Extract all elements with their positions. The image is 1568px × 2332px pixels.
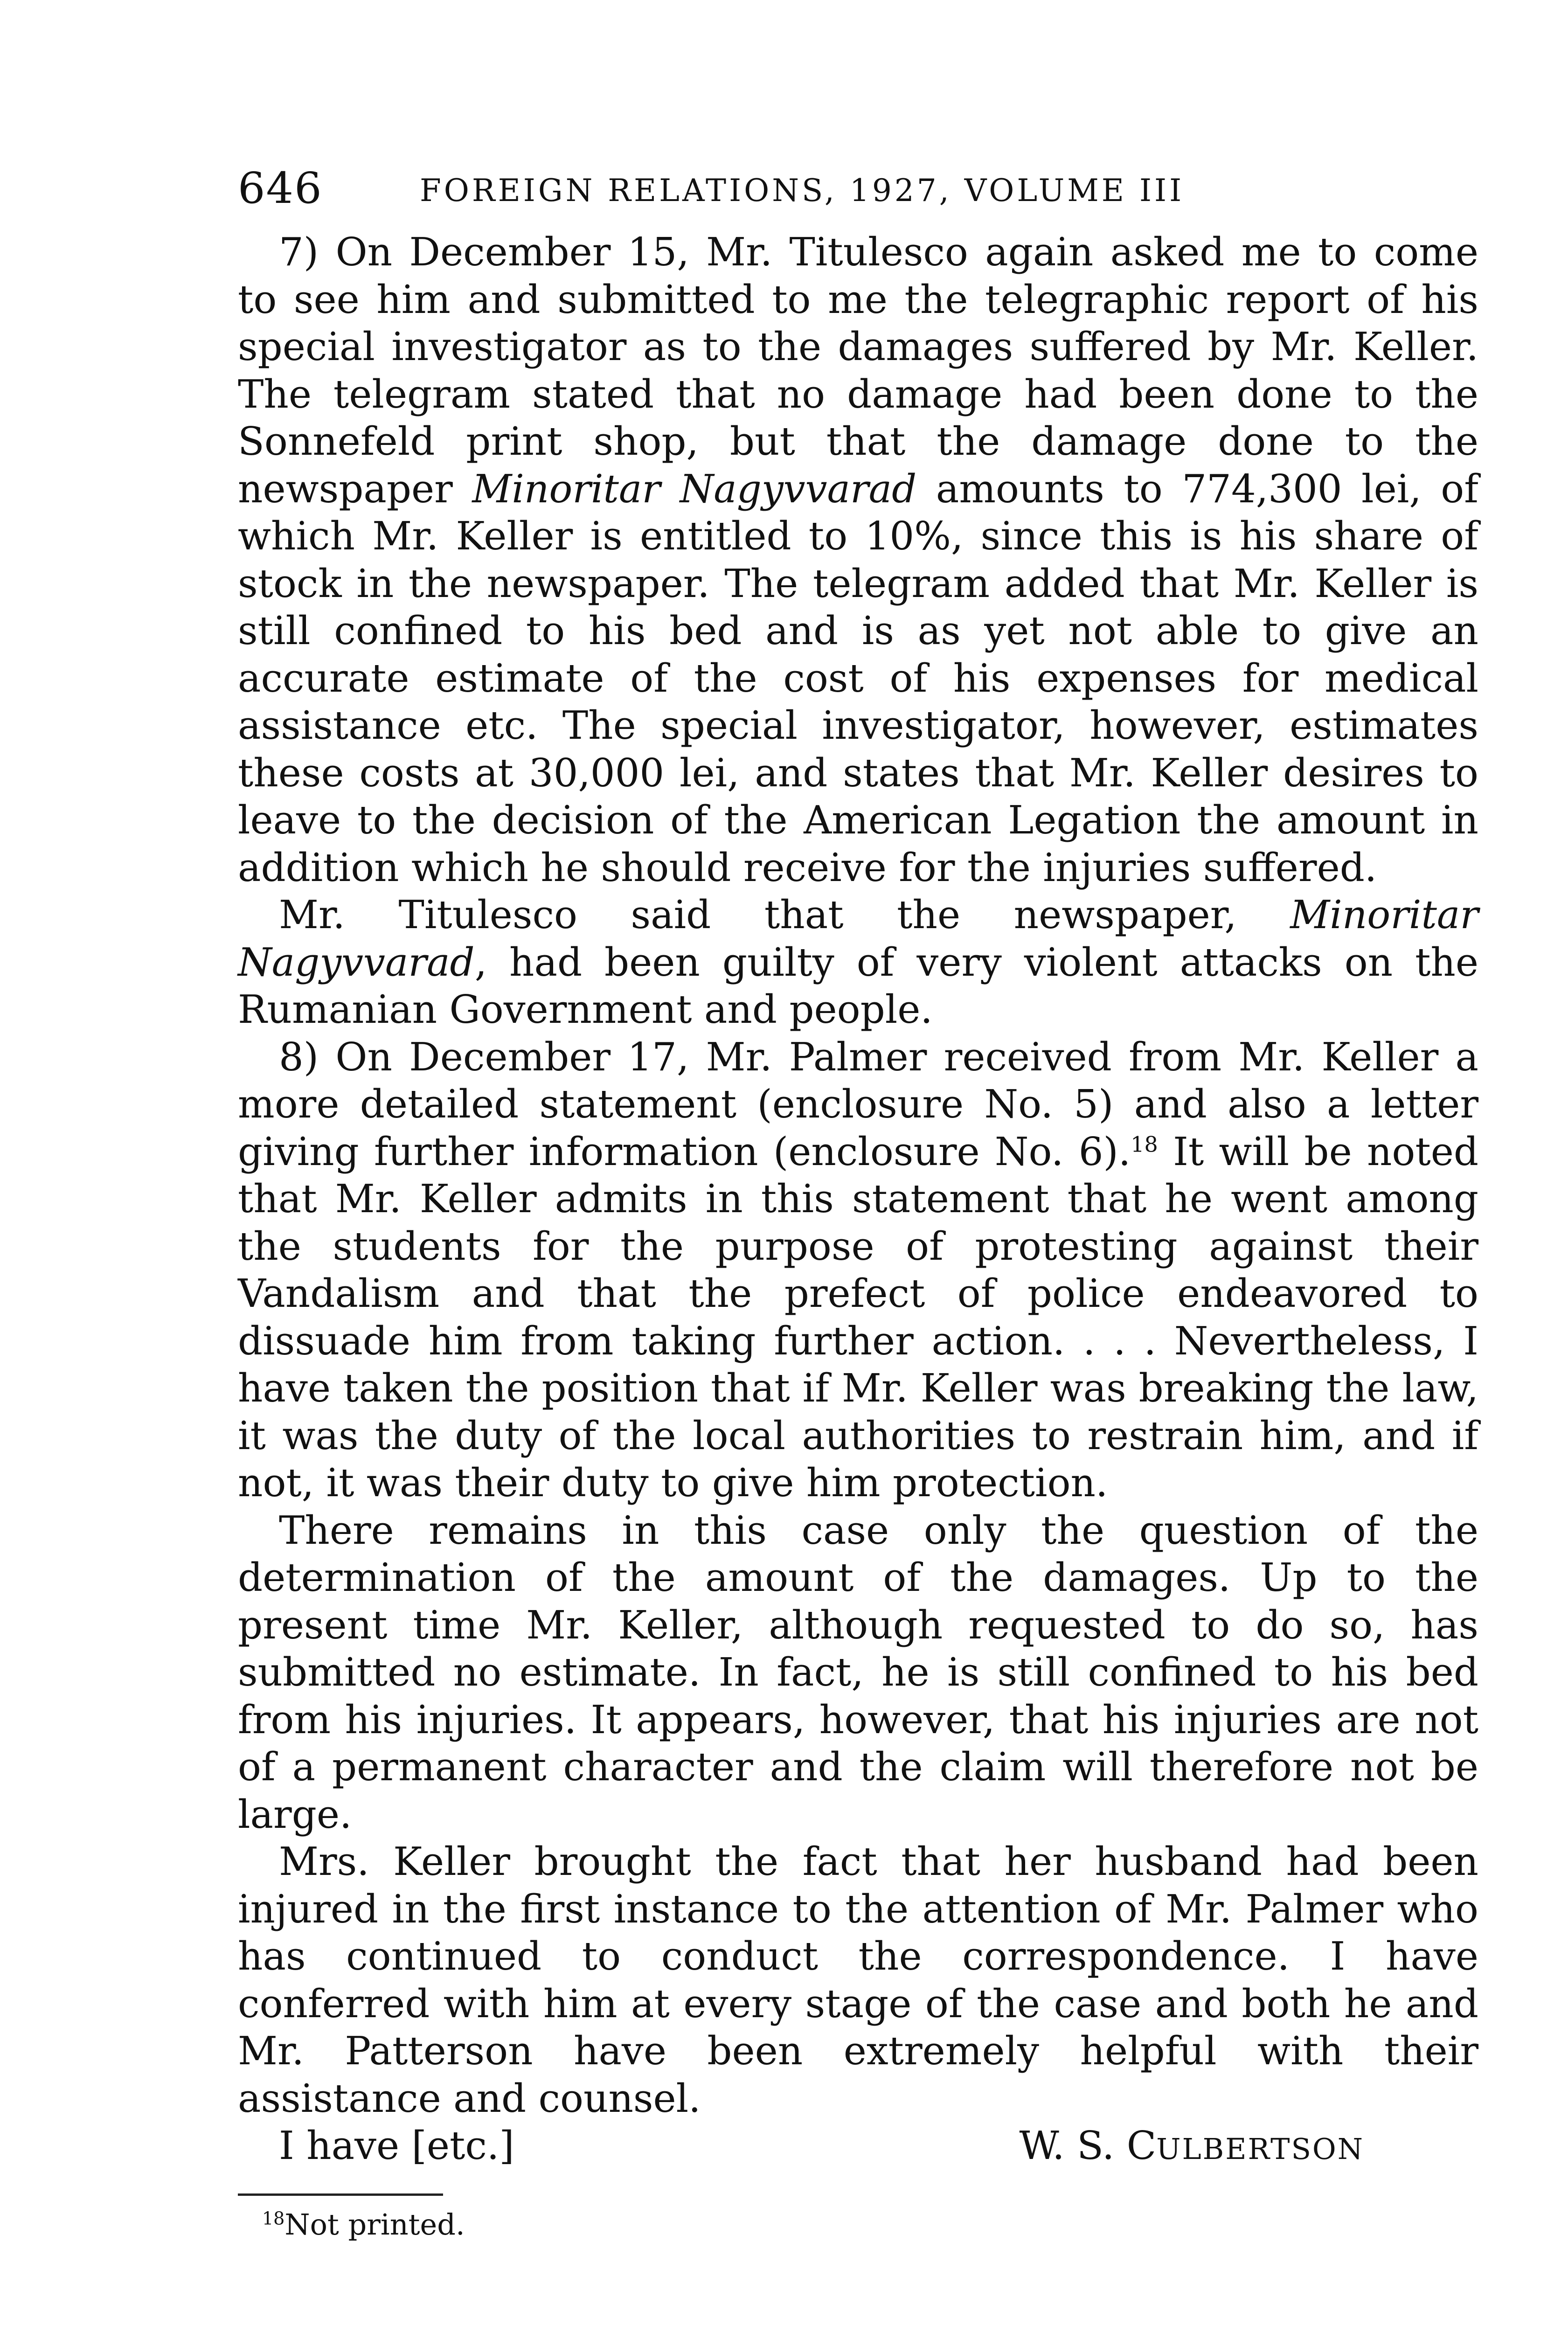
page-number: 646 [238,163,323,213]
signature-initials: W. S. C [1019,2123,1157,2168]
paragraph-text: There remains in this case only the question of the determination of the amount of the damages. Up to the present time Mr. Keller, although requested to do so, has submitted no estimate. In fact, he is still confined to his bed from his injuries. It appears, however, that his injuries are not of a permanent character and the claim will therefore not be large. [238,1507,1478,1837]
page-header [238,154,1478,215]
footnote-marker: 18 [262,2207,285,2228]
signature [1020,2122,1479,2173]
paragraph-mrs-keller [238,1838,1478,2122]
signature-smallcaps: ULBERTSON [1156,2132,1364,2166]
paragraph-titulesco [238,891,1478,1034]
footnote-rule [238,2193,443,2196]
document-page [238,154,1478,2243]
newspaper-title: Minoritar Nagyvvarad [472,466,917,512]
paragraph-text: 7) On December 15, Mr. Titulesco again asked me to come to see him and submitted to me the telegraphic report of his special investigator as to the damages suffered by Mr. Keller. The telegram stated that no damage had been done to the Sonnefeld print shop, but that the damage done to the newspaper [238,229,1478,512]
paragraph-text: , had been guilty of very violent attacks on the Rumanian Government and people. [238,939,1478,1032]
footnote [238,2206,1478,2243]
paragraph-text: amounts to 774,300 lei, of which Mr. Keller is entitled to 10%, since this is his share of stock in the newspaper. The telegram added that Mr. Keller is still confined to his bed and is as yet not able to give an accurate estimate of the cost of his expenses for medical assistance etc. The special investigator, however, estimates these costs at 30,000 lei, and states that Mr. Keller desires to leave to the decision of the American Legation the amount in addition which he should receive for the injuries suffered. [238,466,1478,890]
paragraph-text: Mrs. Keller brought the fact that her husband had been injured in the first instance to the attention of Mr. Palmer who has continued to conduct the correspondence. I have conferred with him at every stage of the case and both he and Mr. Patterson have been extremely helpful with their assistance and counsel. [238,1839,1478,2121]
paragraph-text: Mr. Titulesco said that the newspaper, [279,892,1290,937]
newspaper-title: Minoritar Nagyvvarad [238,892,1478,985]
paragraph-text: 8) On December 17, Mr. Palmer received from Mr. Keller a more detailed statement (enclosure No. 5) and also a letter giving further information (enclosure No. 6). [238,1034,1478,1174]
footnote-text: Not printed. [284,2207,465,2242]
body-text [238,229,1478,2122]
footnote-reference: 18 [1131,1131,1158,1157]
running-head: FOREIGN RELATIONS, 1927, VOLUME III [420,173,1185,208]
paragraph-text: It will be noted that Mr. Keller admits in this statement that he went among the students for the purpose of protesting against their Vandalism and that the prefect of police endeavored to dissuade him from taking further action. . . . Nevertheless, I have taken the position that if Mr. Keller was breaking the law, it was the duty of the local authorities to restrain him, and if not, it was their duty to give him protection. [238,1129,1478,1506]
salutation: I have [etc.] [279,2123,514,2168]
paragraph-7 [238,229,1478,891]
paragraph-8 [238,1034,1478,1507]
closing [238,2122,1478,2173]
paragraph-damages [238,1507,1478,1839]
